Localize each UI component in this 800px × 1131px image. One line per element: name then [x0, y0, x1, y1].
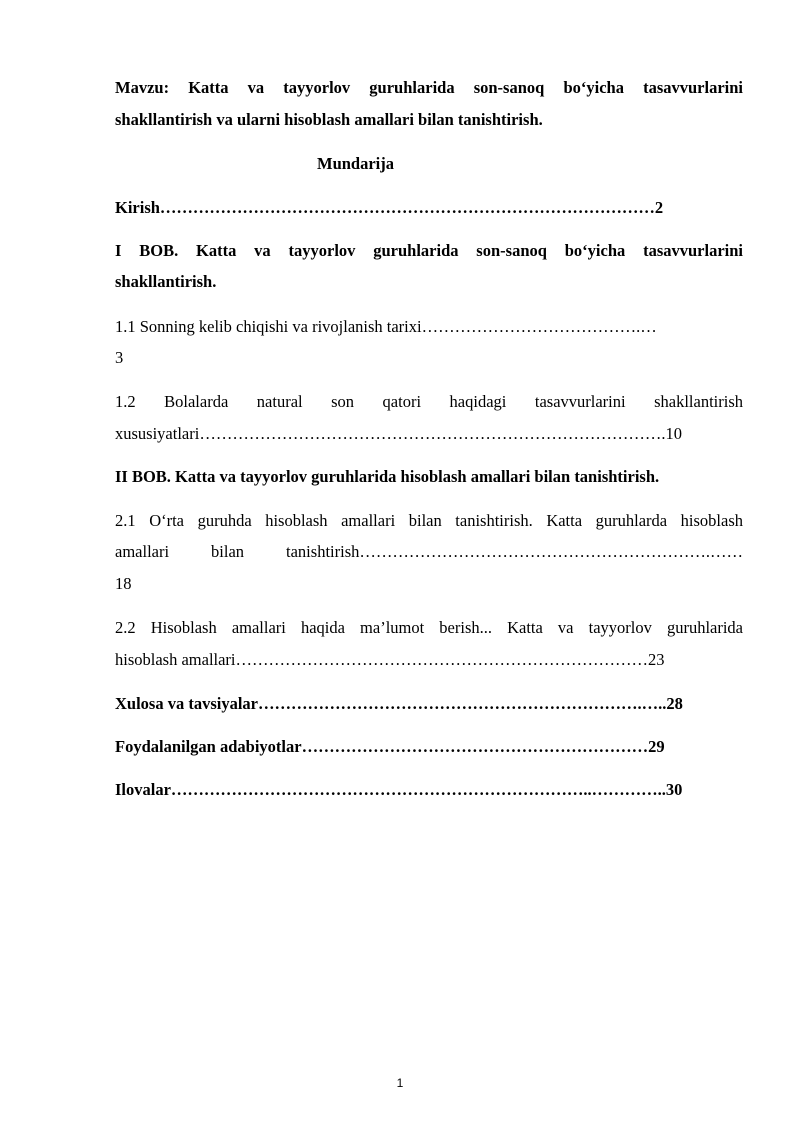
- toc-section-2-1-line2: amallari bilan tanishtirish……………………………………………………….……: [115, 542, 743, 561]
- toc-section-1-1-line1: 1.1 Sonning kelib chiqishi va rivojlanish tarixi………………………………….…: [115, 317, 657, 336]
- toc-section-2-2-line1: 2.2 Hisoblash amallari haqida ma’lumot berish... Katta va tayyorlov guruhlarida: [115, 618, 743, 637]
- toc-section-2-2-line2: hisoblash amallari…………………………………………………………………23: [115, 650, 665, 669]
- toc-section-2-1-line3: 18: [115, 574, 132, 593]
- toc-chapter1-line1: I BOB. Katta va tayyorlov guruhlarida son-sanoq bo‘yicha tasavvurlarini: [115, 241, 743, 260]
- toc-section-2-1-line1: 2.1 O‘rta guruhda hisoblash amallari bilan tanishtirish. Katta guruhlarda hisoblash: [115, 511, 743, 530]
- toc-title: Mundarija: [317, 154, 395, 173]
- toc-appendix: Ilovalar…………………………………………………………………..…………..30: [115, 780, 683, 799]
- topic-line-1: Mavzu: Katta va tayyorlov guruhlarida son-sanoq bo‘yicha tasavvurlarini: [115, 78, 743, 97]
- page-number: 1: [396, 1076, 404, 1090]
- toc-conclusion: Xulosa va tavsiyalar…………………………………………………………….…..28: [115, 694, 683, 713]
- toc-section-1-1-line2: 3: [115, 348, 124, 367]
- toc-references: Foydalanilgan adabiyotlar………………………………………………………29: [115, 737, 665, 756]
- toc-chapter2: II BOB. Katta va tayyorlov guruhlarida hisoblash amallari bilan tanishtirish.: [115, 467, 660, 486]
- toc-section-1-2-line1: 1.2 Bolalarda natural son qatori haqidagi tasavvurlarini shakllantirish: [115, 392, 743, 411]
- toc-chapter1-line2: shakllantirish.: [115, 272, 217, 291]
- topic-line-2: shakllantirish va ularni hisoblash amallari bilan tanishtirish.: [115, 110, 543, 129]
- toc-section-1-2-line2: xususiyatlari………………………………………………………………………….10: [115, 424, 682, 443]
- toc-intro: Kirish………………………………………………………………………………2: [115, 198, 664, 217]
